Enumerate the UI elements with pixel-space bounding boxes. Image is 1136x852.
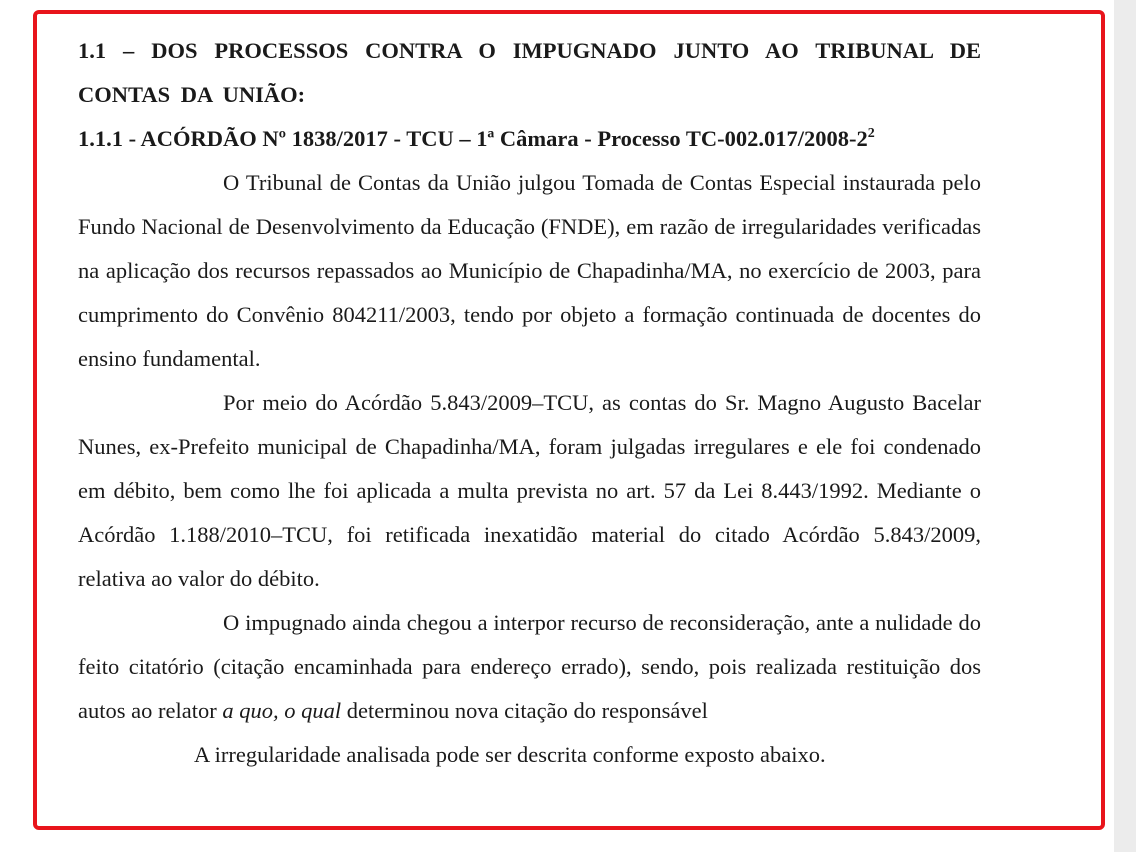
subsection-heading-text: 1.1.1 - ACÓRDÃO Nº 1838/2017 - TCU – 1ª Câmara - Processo TC-002.017/2008-2 (78, 126, 868, 151)
paragraph-3-italic: a quo, o qual (222, 698, 342, 723)
document-body (78, 29, 981, 777)
paragraph-2: Por meio do Acórdão 5.843/2009–TCU, as contas do Sr. Magno Augusto Bacelar Nunes, ex-Prefeito municipal de Chapadinha/MA, foram julgadas irregulares e ele foi condenado em débito, bem como lhe foi aplicada a multa prevista no art. 57 da Lei 8.443/1992. Mediante o Acórdão 1.188/2010–TCU, foi retificada inexatidão material do citado Acórdão 5.843/2009, relativa ao valor do débito. (78, 390, 981, 591)
subsection-heading (78, 117, 981, 161)
paragraph-1: O Tribunal de Contas da União julgou Tomada de Contas Especial instaurada pelo Fundo Nacional de Desenvolvimento da Educação (FNDE), em razão de irregularidades verificadas na aplicação dos recursos repassados ao Município de Chapadinha/MA, no exercício de 2003, para cumprimento do Convênio 804211/2003, tendo por objeto a formação continuada de docentes do ensino fundamental. (78, 170, 981, 371)
paragraph-3-text-a: O impugnado ainda chegou a interpor recurso de reconsideração, ante a nulidade do feito citatório (citação encaminhada para endereço errado), sendo, pois realizada restituição dos autos ao relator (78, 610, 981, 723)
paragraph-3-text-b: determinou nova citação do responsável (341, 698, 708, 723)
section-heading: 1.1 – DOS PROCESSOS CONTRA O IMPUGNADO JUNTO AO TRIBUNAL DE CONTAS DA UNIÃO: (78, 38, 981, 107)
footnote-marker[interactable]: 2 (867, 126, 875, 141)
page-edge-strip (1114, 0, 1136, 852)
closing-line: A irregularidade analisada pode ser descrita conforme exposto abaixo. (194, 742, 826, 767)
paragraph-3 (78, 601, 981, 733)
